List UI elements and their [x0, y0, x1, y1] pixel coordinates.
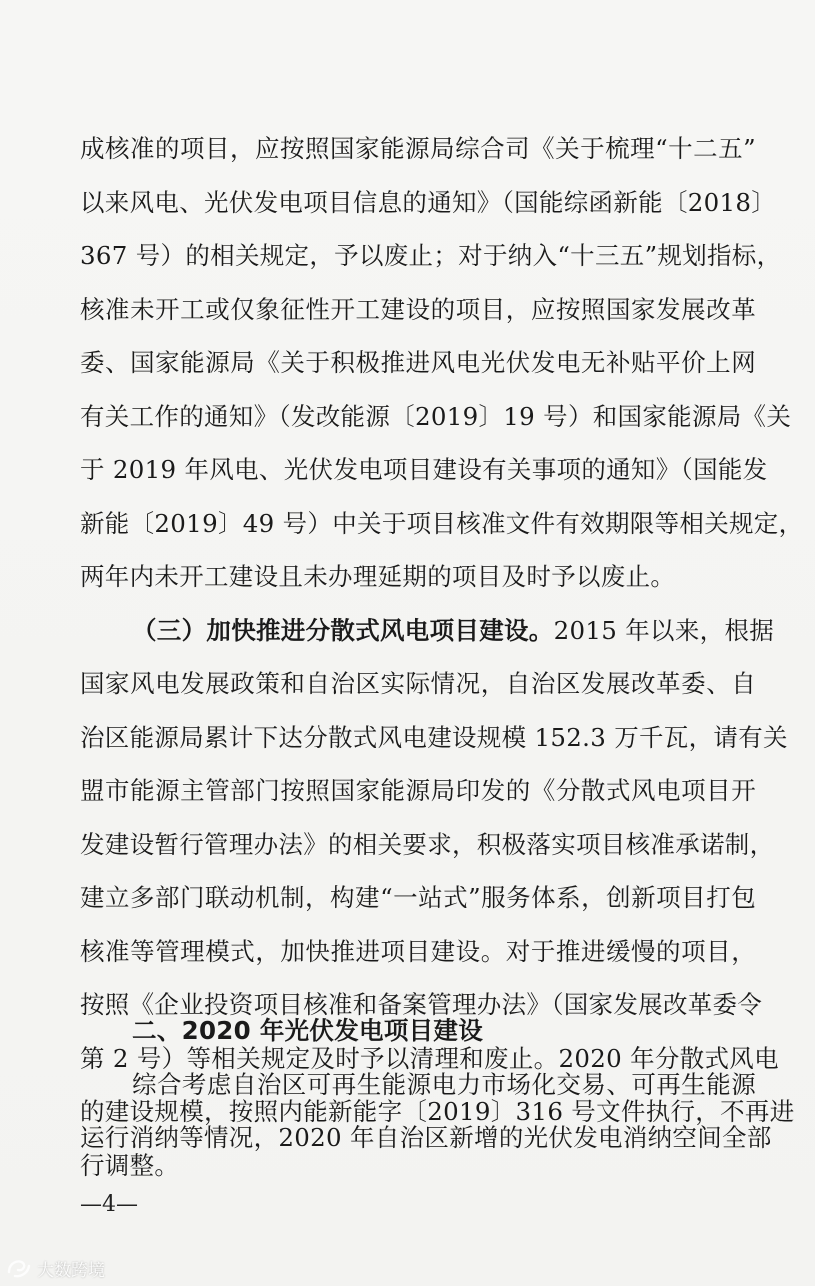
text-line: 国家风电发展政策和自治区实际情况，自治区发展改革委、自 — [80, 669, 756, 698]
text-line: 盟市能源主管部门按照国家能源局印发的《分散式风电项目开 — [80, 776, 756, 805]
text-line: 运行消纳等情况，2020 年自治区新增的光伏发电消纳空间全部 — [80, 1123, 772, 1152]
text-line: 核准等管理模式，加快推进项目建设。对于推进缓慢的项目， — [80, 936, 756, 966]
watermark — [6, 1254, 105, 1282]
watermark-text: 大数跨境 — [37, 1260, 105, 1281]
text-line: 综合考虑自治区可再生能源电力市场化交易、可再生能源 — [132, 1069, 756, 1099]
text-line: 发建设暂行管理办法》的相关要求，积极落实项目核准承诺制， — [80, 829, 775, 859]
section-heading: 二、2020 年光伏发电项目建设 — [132, 1016, 484, 1045]
section-first-line — [132, 610, 774, 652]
text-line: 有关工作的通知》（发改能源〔2019〕19 号）和国家能源局《关 — [80, 401, 792, 431]
section-title: （三）加快推进分散式风电项目建设。 — [132, 615, 554, 645]
text-line: 以来风电、光伏发电项目信息的通知》（国能综函新能〔2018〕 — [80, 187, 777, 217]
text-line: 367 号）的相关规定，予以废止；对于纳入“十三五”规划指标， — [80, 241, 782, 270]
text-line: 新能〔2019〕49 号）中关于项目核准文件有效期限等相关规定， — [80, 508, 804, 538]
text-line: 委、国家能源局《关于积极推进风电光伏发电无补贴平价上网 — [80, 348, 756, 377]
text-line: 核准未开工或仅象征性开工建设的项目，应按照国家发展改革 — [80, 294, 756, 324]
section-first-line-rest: 2015 年以来，根据 — [553, 615, 775, 645]
text-line: 的建设规模，按照内能新能字〔2019〕316 号文件执行，不再进 — [80, 1097, 795, 1126]
text-line: 建立多部门联动机制，构建“一站式”服务体系，创新项目打包 — [80, 883, 756, 912]
text-line: 第 2 号）等相关规定及时予以清理和废止。2020 年分散式风电 — [80, 1043, 779, 1073]
page-number: —4— — [80, 1192, 138, 1217]
text-line: 行调整。 — [80, 1150, 180, 1180]
text-line: 于 2019 年风电、光伏发电项目建设有关事项的通知》（国能发 — [80, 455, 768, 484]
watermark-logo-icon — [6, 1257, 32, 1279]
text-line: 成核准的项目，应按照国家能源局综合司《关于梳理“十二五” — [80, 134, 756, 163]
text-line: 按照《企业投资项目核准和备案管理办法》（国家发展改革委令 — [80, 990, 763, 1019]
text-line: 治区能源局累计下达分散式风电建设规模 152.3 万千瓦，请有关 — [80, 722, 788, 752]
text-line: 两年内未开工建设且未办理延期的项目及时予以废止。 — [80, 562, 676, 591]
